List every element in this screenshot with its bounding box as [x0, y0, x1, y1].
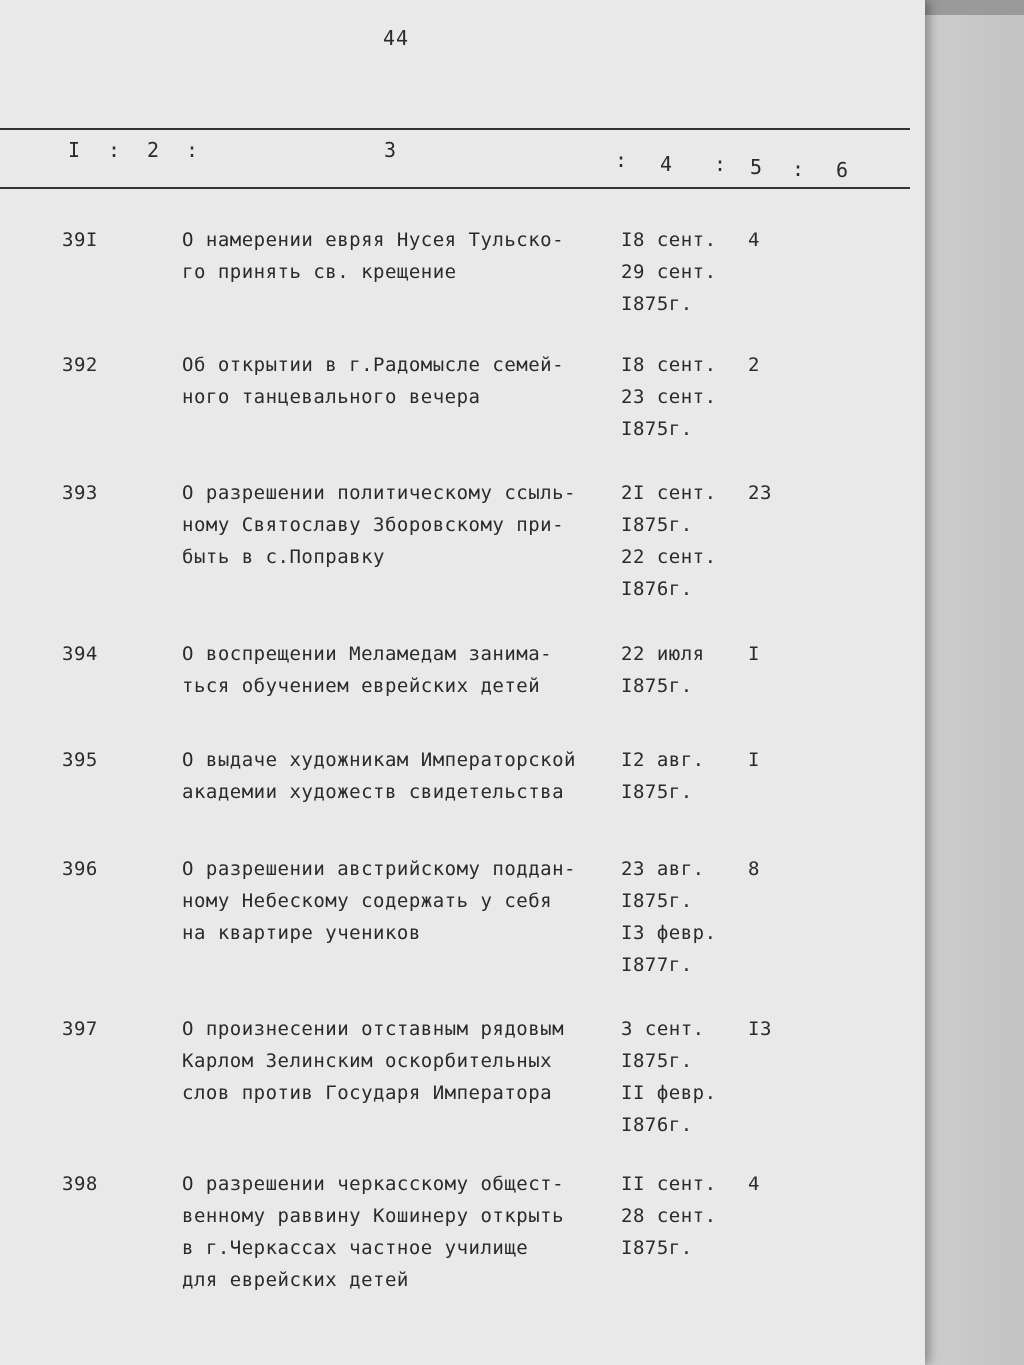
entry-number: 397 — [62, 1018, 98, 1040]
column-separator: : — [714, 152, 727, 176]
date-line: I877г. — [621, 954, 693, 976]
entry-number: 396 — [62, 858, 98, 880]
column-separator: : — [792, 157, 805, 181]
date-line: I875г. — [621, 293, 693, 315]
date-line: I3 февр. — [621, 922, 717, 944]
entry-dates — [621, 1168, 717, 1264]
entry-dates — [621, 224, 717, 320]
entry-title — [182, 477, 622, 573]
entry-sheets: I3 — [748, 1018, 772, 1040]
entry-title — [182, 638, 622, 702]
entry-dates — [621, 638, 705, 702]
entry-number: 395 — [62, 749, 98, 771]
column-header-4: 4 — [660, 152, 673, 176]
entry-dates — [621, 477, 717, 605]
date-line: I875г. — [621, 1050, 693, 1072]
title-line: ному Святославу Зборовскому при- — [182, 514, 565, 536]
entry-dates — [621, 1013, 717, 1141]
column-separator: : — [186, 138, 199, 162]
date-line: 28 сент. — [621, 1205, 717, 1227]
date-line: II сент. — [621, 1173, 717, 1195]
entry-sheets: I — [748, 749, 760, 771]
date-line: I8 сент. — [621, 229, 717, 251]
entry-sheets: I — [748, 643, 760, 665]
title-line: венному раввину Кошинеру открыть — [182, 1205, 565, 1227]
entry-title — [182, 349, 622, 413]
entry-dates — [621, 349, 717, 445]
entry-title — [182, 853, 622, 949]
date-line: I2 авг. — [621, 749, 705, 771]
title-line: го принять св. крещение — [182, 261, 457, 283]
date-line: I875г. — [621, 675, 693, 697]
entry-title — [182, 224, 622, 288]
date-line: 2I сент. — [621, 482, 717, 504]
date-line: I875г. — [621, 418, 693, 440]
entry-sheets: 4 — [748, 229, 760, 251]
date-line: 23 авг. — [621, 858, 705, 880]
entry-dates — [621, 744, 705, 808]
column-header-6: 6 — [836, 158, 849, 182]
entry-dates — [621, 853, 717, 981]
entry-number: 392 — [62, 354, 98, 376]
entry-number: 393 — [62, 482, 98, 504]
title-line: Об открытии в г.Радомысле семей- — [182, 354, 565, 376]
title-line: О намерении евряя Нусея Тульско- — [182, 229, 565, 251]
title-line: О разрешении черкасскому общест- — [182, 1173, 565, 1195]
date-line: I8 сент. — [621, 354, 717, 376]
date-line: II февр. — [621, 1082, 717, 1104]
date-line: 22 июля — [621, 643, 705, 665]
column-header-5: 5 — [750, 155, 763, 179]
entry-number: 394 — [62, 643, 98, 665]
title-line: Карлом Зелинским оскорбительных — [182, 1050, 553, 1072]
column-separator: : — [615, 148, 628, 172]
date-line: 3 сент. — [621, 1018, 705, 1040]
title-line: для еврейских детей — [182, 1269, 409, 1291]
column-header-3: 3 — [384, 138, 397, 162]
title-line: на квартире учеников — [182, 922, 421, 944]
column-separator: : — [108, 138, 121, 162]
entry-sheets: 4 — [748, 1173, 760, 1195]
date-line: I875г. — [621, 514, 693, 536]
date-line: I875г. — [621, 781, 693, 803]
title-line: ного танцевального вечера — [182, 386, 481, 408]
entry-number: 398 — [62, 1173, 98, 1195]
title-line: академии художеств свидетельства — [182, 781, 565, 803]
entry-sheets: 8 — [748, 858, 760, 880]
header-bottom-rule — [0, 187, 910, 189]
title-line: О разрешении австрийскому поддан- — [182, 858, 576, 880]
date-line: I875г. — [621, 890, 693, 912]
entry-title — [182, 1168, 622, 1296]
date-line: 23 сент. — [621, 386, 717, 408]
entry-sheets: 2 — [748, 354, 760, 376]
entry-title — [182, 744, 622, 808]
title-line: слов против Государя Императора — [182, 1082, 553, 1104]
column-header-2: 2 — [147, 138, 160, 162]
title-line: О воспрещении Меламедам занима- — [182, 643, 553, 665]
title-line: ному Небескому содержать у себя — [182, 890, 553, 912]
date-line: I875г. — [621, 1237, 693, 1259]
title-line: быть в с.Поправку — [182, 546, 385, 568]
title-line: О произнесении отставным рядовым — [182, 1018, 565, 1040]
date-line: I876г. — [621, 1114, 693, 1136]
title-line: в г.Черкассах частное училище — [182, 1237, 529, 1259]
header-top-rule — [0, 128, 910, 130]
entry-sheets: 23 — [748, 482, 772, 504]
date-line: 22 сент. — [621, 546, 717, 568]
entry-number: 39I — [62, 229, 98, 251]
title-line: О разрешении политическому ссыль- — [182, 482, 576, 504]
page-number: 44 — [383, 26, 410, 50]
title-line: О выдаче художникам Императорской — [182, 749, 576, 771]
date-line: 29 сент. — [621, 261, 717, 283]
date-line: I876г. — [621, 578, 693, 600]
title-line: ться обучением еврейских детей — [182, 675, 541, 697]
entry-title — [182, 1013, 622, 1109]
column-header-1: I — [68, 138, 81, 162]
